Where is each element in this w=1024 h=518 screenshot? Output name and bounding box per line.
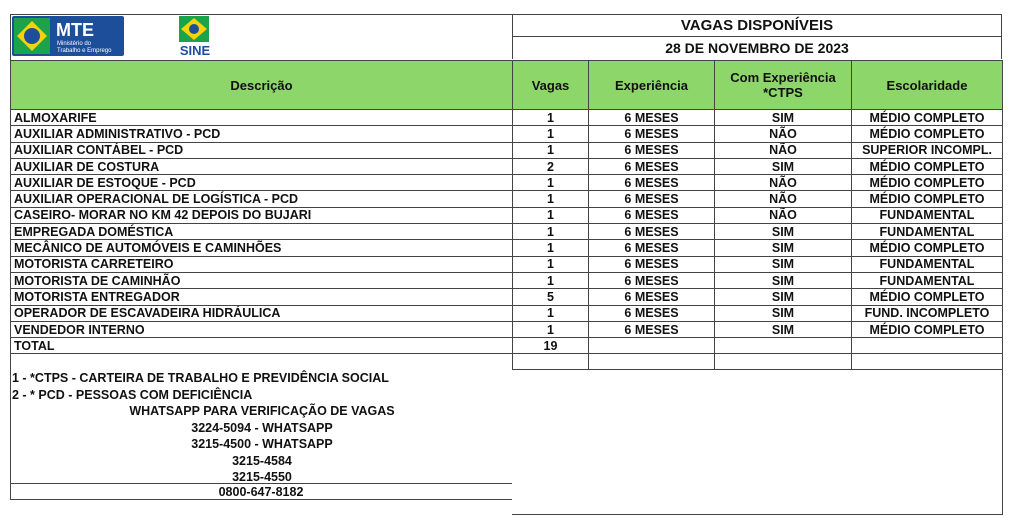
right-empty-area <box>512 368 1003 514</box>
cell-escolaridade: MÉDIO COMPLETO <box>852 289 1003 305</box>
cell-vagas: 1 <box>513 207 589 223</box>
table-row <box>11 175 1003 191</box>
table-row <box>11 158 1003 174</box>
col-header-escolaridade: Escolaridade <box>852 61 1003 110</box>
cell-descricao: MOTORISTA ENTREGADOR <box>11 289 513 305</box>
cell-experiencia: 6 MESES <box>589 110 715 126</box>
cell-vagas: 1 <box>513 142 589 158</box>
cell-ctps: SIM <box>715 289 852 305</box>
empty-cell <box>589 338 715 354</box>
cell-escolaridade: FUNDAMENTAL <box>852 256 1003 272</box>
empty-cell <box>715 338 852 354</box>
cell-vagas: 1 <box>513 191 589 207</box>
cell-escolaridade: MÉDIO COMPLETO <box>852 158 1003 174</box>
table-row <box>11 289 1003 305</box>
empty-cell <box>852 338 1003 354</box>
cell-escolaridade: FUNDAMENTAL <box>852 207 1003 223</box>
table-row <box>11 142 1003 158</box>
cell-ctps: NÃO <box>715 191 852 207</box>
cell-ctps: SIM <box>715 256 852 272</box>
total-row <box>11 338 1003 354</box>
notes <box>12 370 512 486</box>
table-row <box>11 126 1003 142</box>
phone-2: 3215-4500 - WHATSAPP <box>191 437 333 451</box>
cell-vagas: 5 <box>513 289 589 305</box>
cell-vagas: 1 <box>513 305 589 321</box>
divider <box>10 499 512 500</box>
cell-escolaridade: MÉDIO COMPLETO <box>852 191 1003 207</box>
cell-escolaridade: MÉDIO COMPLETO <box>852 110 1003 126</box>
note-ctps: 1 - *CTPS - CARTEIRA DE TRABALHO E PREVIDÊNCIA SOCIAL <box>12 371 389 385</box>
cell-experiencia: 6 MESES <box>589 224 715 240</box>
phone-3: 3215-4584 <box>232 453 292 468</box>
divider <box>512 514 1003 515</box>
table-row <box>11 240 1003 256</box>
table-row <box>11 224 1003 240</box>
cell-escolaridade: MÉDIO COMPLETO <box>852 175 1003 191</box>
cell-vagas: 1 <box>513 240 589 256</box>
mte-logo-sub2: Trabalho e Emprego <box>57 48 112 54</box>
col-header-vagas: Vagas <box>513 61 589 110</box>
notes-border-left <box>10 352 11 500</box>
cell-escolaridade: FUNDAMENTAL <box>852 272 1003 288</box>
table-header-row <box>11 61 1003 110</box>
cell-ctps: NÃO <box>715 142 852 158</box>
sine-logo <box>170 14 220 60</box>
cell-escolaridade: FUND. INCOMPLETO <box>852 305 1003 321</box>
cell-descricao: MECÂNICO DE AUTOMÓVEIS E CAMINHÕES <box>11 240 513 256</box>
cell-vagas: 1 <box>513 272 589 288</box>
cell-descricao: AUXILIAR CONTÁBEL - PCD <box>11 142 513 158</box>
table-row <box>11 110 1003 126</box>
note-pcd: 2 - * PCD - PESSOAS COM DEFICIÊNCIA <box>12 387 253 402</box>
cell-descricao: AUXILIAR DE ESTOQUE - PCD <box>11 175 513 191</box>
cell-vagas: 1 <box>513 321 589 337</box>
empty-cell <box>11 354 513 370</box>
col-header-descricao: Descrição <box>11 61 513 110</box>
vacancies-table <box>10 60 1003 370</box>
cell-vagas: 1 <box>513 175 589 191</box>
cell-experiencia: 6 MESES <box>589 272 715 288</box>
table-row <box>11 191 1003 207</box>
cell-experiencia: 6 MESES <box>589 175 715 191</box>
mte-logo <box>12 16 124 56</box>
cell-vagas: 1 <box>513 110 589 126</box>
cell-ctps: NÃO <box>715 126 852 142</box>
cell-vagas: 1 <box>513 126 589 142</box>
cell-experiencia: 6 MESES <box>589 126 715 142</box>
cell-ctps: SIM <box>715 240 852 256</box>
cell-experiencia: 6 MESES <box>589 321 715 337</box>
cell-escolaridade: MÉDIO COMPLETO <box>852 240 1003 256</box>
header-box <box>512 14 1002 60</box>
cell-experiencia: 6 MESES <box>589 305 715 321</box>
cell-ctps: SIM <box>715 224 852 240</box>
cell-descricao: CASEIRO- MORAR NO KM 42 DEPOIS DO BUJARI <box>11 207 513 223</box>
cell-escolaridade: SUPERIOR INCOMPL. <box>852 142 1003 158</box>
cell-experiencia: 6 MESES <box>589 256 715 272</box>
page-date: 28 DE NOVEMBRO DE 2023 <box>512 36 1002 59</box>
cell-descricao: MOTORISTA DE CAMINHÃO <box>11 272 513 288</box>
cell-descricao: AUXILIAR DE COSTURA <box>11 158 513 174</box>
cell-descricao: VENDEDOR INTERNO <box>11 321 513 337</box>
cell-vagas: 1 <box>513 256 589 272</box>
table-row <box>11 256 1003 272</box>
cell-ctps: SIM <box>715 321 852 337</box>
cell-descricao: MOTORISTA CARRETEIRO <box>11 256 513 272</box>
table-row <box>11 207 1003 223</box>
cell-ctps: SIM <box>715 305 852 321</box>
cell-descricao: EMPREGADA DOMÉSTICA <box>11 224 513 240</box>
cell-experiencia: 6 MESES <box>589 158 715 174</box>
table-row <box>11 305 1003 321</box>
table-row <box>11 321 1003 337</box>
cell-ctps: SIM <box>715 158 852 174</box>
total-value: 19 <box>513 338 589 354</box>
cell-escolaridade: MÉDIO COMPLETO <box>852 126 1003 142</box>
mte-logo-sub1: Ministério do <box>57 41 92 47</box>
cell-experiencia: 6 MESES <box>589 240 715 256</box>
cell-descricao: AUXILIAR OPERACIONAL DE LOGÍSTICA - PCD <box>11 191 513 207</box>
cell-escolaridade: FUNDAMENTAL <box>852 224 1003 240</box>
total-label: TOTAL <box>11 338 513 354</box>
cell-descricao: AUXILIAR ADMINISTRATIVO - PCD <box>11 126 513 142</box>
mte-logo-text: MTE <box>56 20 94 40</box>
phone-1: 3224-5094 - WHATSAPP <box>191 420 333 435</box>
toll-free-phone: 0800-647-8182 <box>218 485 304 499</box>
cell-ctps: NÃO <box>715 175 852 191</box>
cell-experiencia: 6 MESES <box>589 289 715 305</box>
sine-logo-text: SINE <box>179 43 211 58</box>
phone-4: 3215-4550 <box>232 470 292 484</box>
cell-vagas: 1 <box>513 224 589 240</box>
table-row <box>11 272 1003 288</box>
cell-escolaridade: MÉDIO COMPLETO <box>852 321 1003 337</box>
col-header-ctps: Com Experiência *CTPS <box>715 61 852 110</box>
col-header-experiencia: Experiência <box>589 61 715 110</box>
cell-descricao: ALMOXARIFE <box>11 110 513 126</box>
cell-vagas: 2 <box>513 158 589 174</box>
cell-ctps: NÃO <box>715 207 852 223</box>
cell-experiencia: 6 MESES <box>589 142 715 158</box>
cell-descricao: OPERADOR DE ESCAVADEIRA HIDRÁULICA <box>11 305 513 321</box>
cell-ctps: SIM <box>715 272 852 288</box>
cell-experiencia: 6 MESES <box>589 191 715 207</box>
cell-ctps: SIM <box>715 110 852 126</box>
cell-experiencia: 6 MESES <box>589 207 715 223</box>
whatsapp-title: WHATSAPP PARA VERIFICAÇÃO DE VAGAS <box>129 404 395 418</box>
page-title: VAGAS DISPONÍVEIS <box>512 14 1002 36</box>
